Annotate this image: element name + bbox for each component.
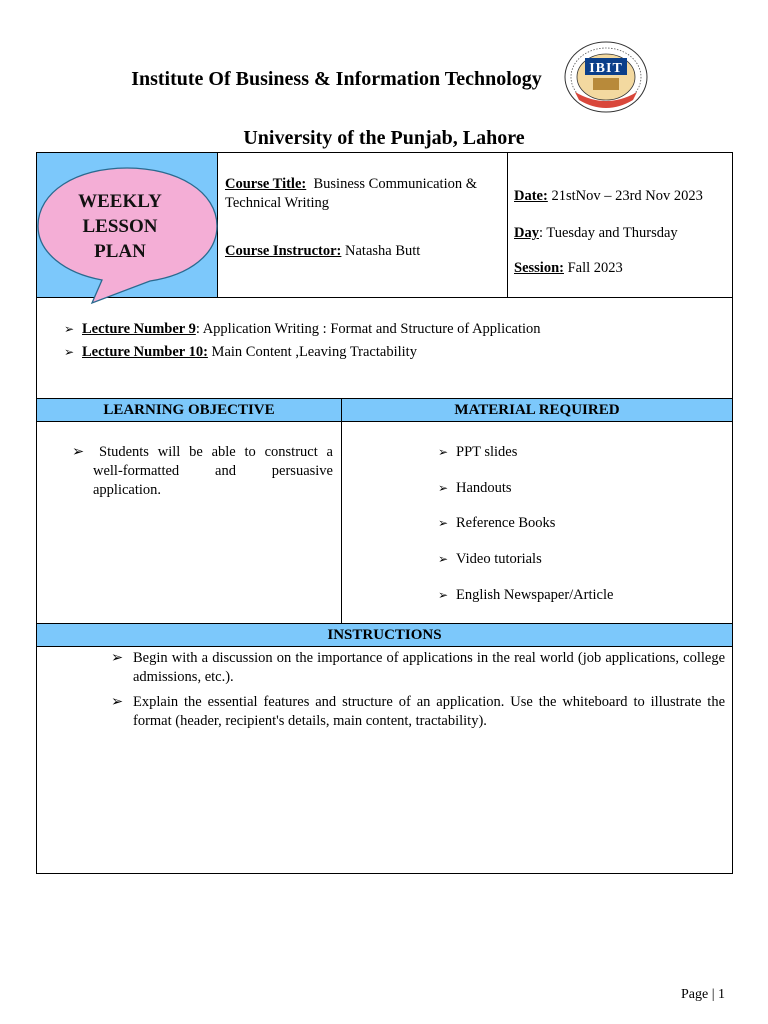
course-title: Course Title: Business Communication & Technical Writing — [225, 176, 478, 211]
material-item: ➢ English Newspaper/Article — [438, 587, 614, 603]
arrow-bullet-icon: ➢ — [438, 481, 449, 495]
speech-bubble — [0, 0, 768, 320]
session-row: Session: Fall 2023 — [514, 260, 623, 276]
arrow-bullet-icon: ➢ — [438, 516, 449, 530]
divider — [36, 646, 733, 647]
course-instructor: Course Instructor: Natasha Butt — [225, 243, 421, 259]
lecture-item: ➢ Lecture Number 10: Main Content ,Leaving Tractability — [64, 344, 417, 360]
arrow-bullet-icon: ➢ — [111, 650, 124, 666]
badge-line: LESSON — [82, 216, 158, 237]
material-item: ➢ PPT slides — [438, 444, 518, 460]
arrow-bullet-icon: ➢ — [438, 445, 449, 459]
instructions-header: INSTRUCTIONS — [37, 624, 732, 646]
divider — [341, 398, 342, 623]
instruction-item: Begin with a discussion on the importance of applications in the real world (job applications, college admissions, etc.). — [133, 650, 725, 685]
material-item: ➢ Reference Books — [438, 515, 556, 531]
material-item: ➢ Handouts — [438, 480, 512, 496]
material-header: MATERIAL REQUIRED — [342, 399, 732, 421]
logo-text: IBIT — [589, 61, 623, 76]
instruction-item: Explain the essential features and structure of an application. Use the whiteboard to illustrate the format (header, recipient's details, main content, tractability). — [133, 694, 725, 729]
lecture-item: ➢ Lecture Number 9: Application Writing : Format and Structure of Application — [64, 321, 541, 337]
page-number: Page | 1 — [681, 987, 726, 1002]
badge-line: WEEKLY — [78, 191, 162, 212]
material-item: ➢ Video tutorials — [438, 551, 542, 567]
objective-header: LEARNING OBJECTIVE — [37, 399, 341, 421]
arrow-bullet-icon: ➢ — [72, 444, 85, 460]
badge-title — [52, 189, 188, 264]
arrow-bullet-icon: ➢ — [438, 588, 449, 602]
divider — [36, 421, 733, 422]
institute-title: Institute Of Business & Information Technology — [131, 68, 542, 90]
arrow-bullet-icon: ➢ — [64, 345, 75, 359]
badge-line: PLAN — [94, 241, 146, 262]
objective-text: Students will be able to construct a well-formatted and persuasive application. — [93, 444, 333, 498]
arrow-bullet-icon: ➢ — [438, 552, 449, 566]
day-row: Day: Tuesday and Thursday — [514, 225, 678, 241]
date-row: Date: 21stNov – 23rd Nov 2023 — [514, 188, 703, 204]
arrow-bullet-icon: ➢ — [111, 694, 124, 710]
arrow-bullet-icon: ➢ — [64, 322, 75, 336]
university-title: University of the Punjab, Lahore — [243, 127, 525, 149]
